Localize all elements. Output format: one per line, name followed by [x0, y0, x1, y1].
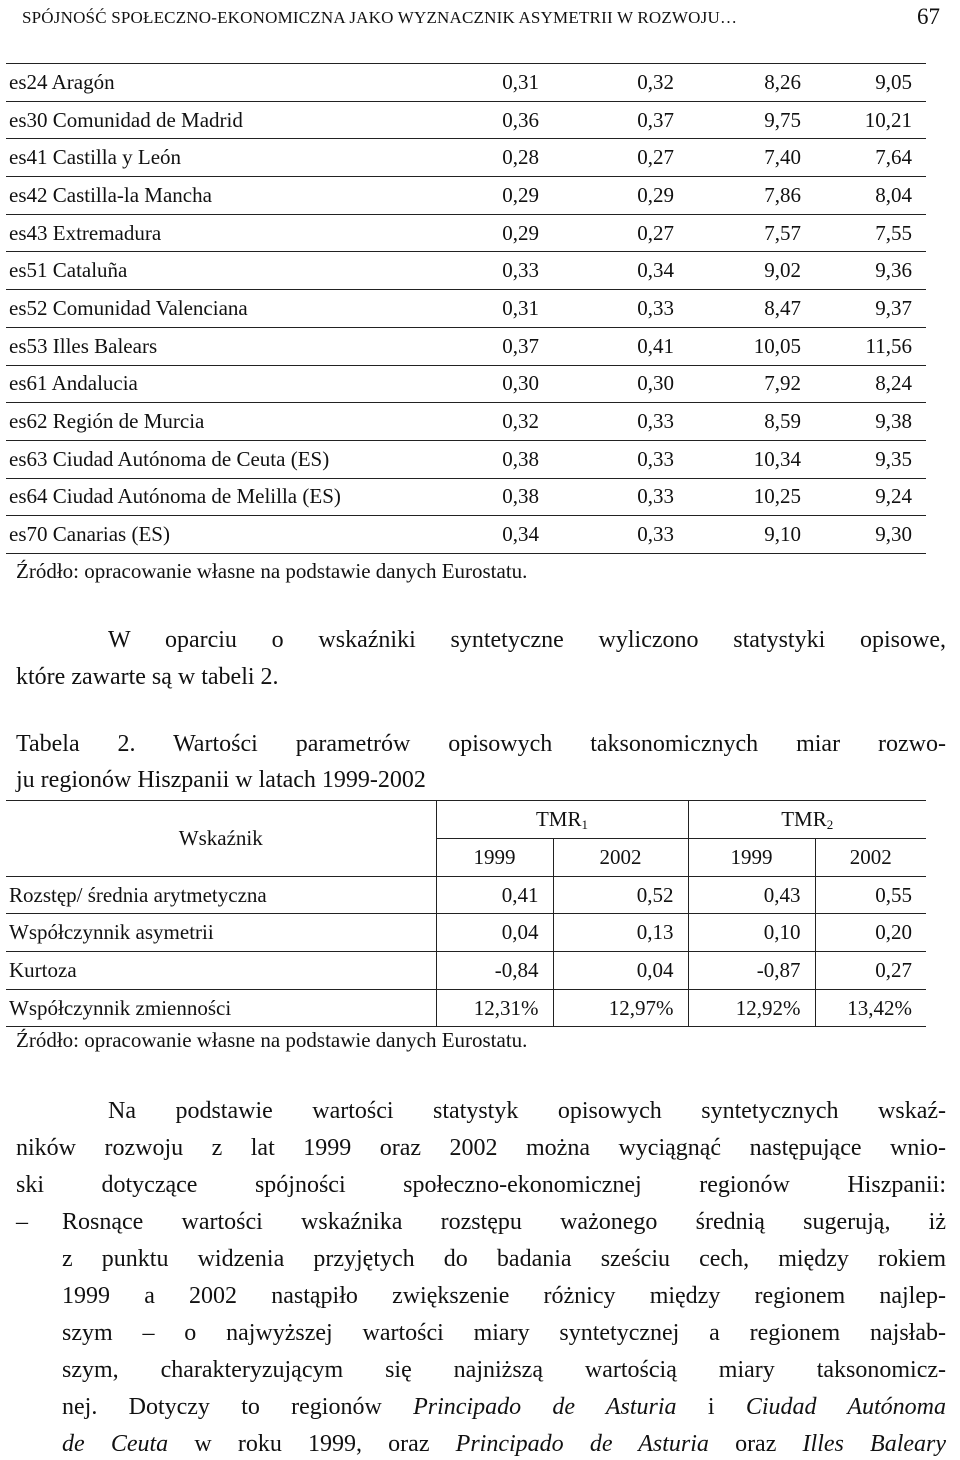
- value-cell: 9,30: [815, 516, 926, 554]
- caption-line-1: Tabela 2. Wartości parametrów opisowych taksonomicznych miar rozwo-: [16, 731, 946, 757]
- value-cell: 0,38: [436, 478, 553, 516]
- value-cell: 7,55: [815, 214, 926, 252]
- region-cell: es51 Cataluña: [6, 252, 436, 290]
- value-cell: 12,31%: [436, 989, 553, 1027]
- value-cell: 0,28: [436, 139, 553, 177]
- table-row: [6, 327, 926, 365]
- value-cell: 0,04: [553, 952, 688, 990]
- value-cell: 0,37: [436, 327, 553, 365]
- header-tmr2: $TMR_2$: [688, 801, 926, 839]
- value-cell: 0,27: [815, 952, 926, 990]
- value-cell: 0,41: [553, 327, 688, 365]
- value-cell: 0,29: [436, 177, 553, 215]
- region-cell: es52 Comunidad Valenciana: [6, 290, 436, 328]
- paragraph-2-line-2: ników rozwoju z lat 1999 oraz 2002 można wyciągnąć następujące wnio-: [16, 1135, 946, 1161]
- region-cell: es64 Ciudad Autónoma de Melilla (ES): [6, 478, 436, 516]
- value-cell: 0,27: [553, 214, 688, 252]
- value-cell: 7,40: [688, 139, 815, 177]
- table-row: [6, 952, 926, 990]
- value-cell: 0,34: [436, 516, 553, 554]
- value-cell: 10,21: [815, 101, 926, 139]
- running-title: SPÓJNOŚĆ SPOŁECZNO-EKONOMICZNA JAKO WYZNACZNIK ASYMETRII W ROZWOJU…: [22, 8, 738, 27]
- value-cell: 9,05: [815, 64, 926, 102]
- value-cell: 7,64: [815, 139, 926, 177]
- paragraph-1-line-1: W oparciu o wskaźniki syntetyczne wyliczono statystyki opisowe,: [108, 627, 946, 653]
- page-number: 67: [917, 4, 940, 29]
- region-cell: es41 Castilla y León: [6, 139, 436, 177]
- paragraph-2: [16, 1093, 946, 1204]
- region-name: Ciudad Autónoma: [745, 1394, 947, 1420]
- value-cell: 8,47: [688, 290, 815, 328]
- value-cell: 8,04: [815, 177, 926, 215]
- value-cell: 0,30: [553, 365, 688, 403]
- table-row: [6, 252, 926, 290]
- value-cell: 0,29: [436, 214, 553, 252]
- header-wskaznik: Wskaźnik: [6, 801, 436, 877]
- table-row: [6, 914, 926, 952]
- paragraph-1: [16, 622, 946, 696]
- value-cell: 0,33: [553, 403, 688, 441]
- value-cell: 10,25: [688, 478, 815, 516]
- region-name: Principado de Asturia: [413, 1394, 677, 1420]
- value-cell: 9,10: [688, 516, 815, 554]
- value-cell: 0,13: [553, 914, 688, 952]
- paragraph-2-line-3: ski dotyczące spójności społeczno-ekonomicznej regionów Hiszpanii:: [16, 1172, 946, 1198]
- value-cell: 13,42%: [815, 989, 926, 1027]
- value-cell: 9,35: [815, 440, 926, 478]
- header-tmr1: $TMR_1$: [436, 801, 688, 839]
- paragraph-2-line-1: Na podstawie wartości statystyk opisowych syntetycznych wskaź-: [108, 1098, 946, 1124]
- table1-source: Źródło: opracowanie własne na podstawie danych Eurostatu.: [16, 559, 528, 583]
- value-cell: 12,92%: [688, 989, 815, 1027]
- region-cell: es70 Canarias (ES): [6, 516, 436, 554]
- value-cell: 0,33: [553, 516, 688, 554]
- value-cell: 7,86: [688, 177, 815, 215]
- region-cell: es42 Castilla-la Mancha: [6, 177, 436, 215]
- value-cell: 9,24: [815, 478, 926, 516]
- table-row: [6, 214, 926, 252]
- region-cell: es53 Illes Balears: [6, 327, 436, 365]
- value-cell: -0,84: [436, 952, 553, 990]
- table-row: [6, 876, 926, 914]
- value-cell: 0,32: [436, 403, 553, 441]
- value-cell: 9,02: [688, 252, 815, 290]
- table-row: [6, 403, 926, 441]
- table-row: [6, 989, 926, 1027]
- region-cell: es63 Ciudad Autónoma de Ceuta (ES): [6, 440, 436, 478]
- table-row: [6, 516, 926, 554]
- value-cell: 0,43: [688, 876, 815, 914]
- value-cell: 0,30: [436, 365, 553, 403]
- paragraph-1-line-2: które zawarte są w tabeli 2.: [16, 664, 279, 690]
- statistic-label: Współczynnik zmienności: [6, 989, 436, 1027]
- year-1999-a: 1999: [436, 839, 553, 877]
- value-cell: 7,57: [688, 214, 815, 252]
- value-cell: 0,33: [553, 440, 688, 478]
- value-cell: 0,41: [436, 876, 553, 914]
- value-cell: 8,59: [688, 403, 815, 441]
- region-name: de Ceuta: [62, 1431, 169, 1457]
- table-row: [6, 440, 926, 478]
- statistics-table: [6, 800, 926, 1027]
- value-cell: 0,29: [553, 177, 688, 215]
- value-cell: 0,04: [436, 914, 553, 952]
- bullet-dash: –: [16, 1209, 28, 1235]
- statistic-label: Kurtoza: [6, 952, 436, 990]
- value-cell: 9,37: [815, 290, 926, 328]
- value-cell: 0,34: [553, 252, 688, 290]
- year-1999-b: 1999: [688, 839, 815, 877]
- value-cell: 0,20: [815, 914, 926, 952]
- value-cell: 0,55: [815, 876, 926, 914]
- value-cell: 0,33: [436, 252, 553, 290]
- table-row: [6, 177, 926, 215]
- table-row: [6, 290, 926, 328]
- region-cell: es61 Andalucia: [6, 365, 436, 403]
- value-cell: 7,92: [688, 365, 815, 403]
- table2-caption: [16, 726, 946, 798]
- bullet-text: Rosnące wartości wskaźnika rozstępu ważonego średnią sugerują, iż z punktu widzenia przyjętych do badania sześciu cech, między rokiem 1999 a 2002 nastąpiło zwiększenie różnicy między regionem najlep- szym – o najwyższej wartości miary syntetycznej a regionem najsłab- szym, charakteryzującym się najniższą wartością miary taksonomicz- nej. Dotyczy to regionów Principado de Asturia i Ciudad Autónoma de Ceuta w roku 1999, oraz Principado de Asturia oraz Illes Baleary: [62, 1209, 947, 1457]
- running-header: [14, 4, 946, 38]
- table-row: [6, 64, 926, 102]
- value-cell: 0,27: [553, 139, 688, 177]
- value-cell: 9,38: [815, 403, 926, 441]
- bullet-item: [16, 1204, 946, 1460]
- region-cell: es24 Aragón: [6, 64, 436, 102]
- value-cell: -0,87: [688, 952, 815, 990]
- value-cell: 9,36: [815, 252, 926, 290]
- table-row: [6, 365, 926, 403]
- statistic-label: Współczynnik asymetrii: [6, 914, 436, 952]
- value-cell: 0,31: [436, 290, 553, 328]
- table-row: [6, 139, 926, 177]
- table-row: [6, 478, 926, 516]
- value-cell: 0,33: [553, 478, 688, 516]
- value-cell: 0,52: [553, 876, 688, 914]
- regions-table: [6, 63, 926, 554]
- value-cell: 11,56: [815, 327, 926, 365]
- region-name: Illes Baleary: [802, 1431, 947, 1457]
- value-cell: 0,10: [688, 914, 815, 952]
- caption-line-2: ju regionów Hiszpanii w latach 1999-2002: [16, 767, 426, 793]
- value-cell: 0,33: [553, 290, 688, 328]
- region-cell: es30 Comunidad de Madrid: [6, 101, 436, 139]
- value-cell: 0,38: [436, 440, 553, 478]
- value-cell: 9,75: [688, 101, 815, 139]
- value-cell: 10,34: [688, 440, 815, 478]
- value-cell: 10,05: [688, 327, 815, 365]
- value-cell: 8,24: [815, 365, 926, 403]
- value-cell: 0,31: [436, 64, 553, 102]
- value-cell: 12,97%: [553, 989, 688, 1027]
- table-row: [6, 101, 926, 139]
- value-cell: 0,36: [436, 101, 553, 139]
- year-2002-b: 2002: [815, 839, 926, 877]
- region-name: Principado de Asturia: [455, 1431, 709, 1457]
- value-cell: 0,32: [553, 64, 688, 102]
- region-cell: es62 Región de Murcia: [6, 403, 436, 441]
- region-cell: es43 Extremadura: [6, 214, 436, 252]
- value-cell: 8,26: [688, 64, 815, 102]
- table2-source: Źródło: opracowanie własne na podstawie danych Eurostatu.: [16, 1028, 528, 1052]
- year-2002-a: 2002: [553, 839, 688, 877]
- value-cell: 0,37: [553, 101, 688, 139]
- statistic-label: Rozstęp/ średnia arytmetyczna: [6, 876, 436, 914]
